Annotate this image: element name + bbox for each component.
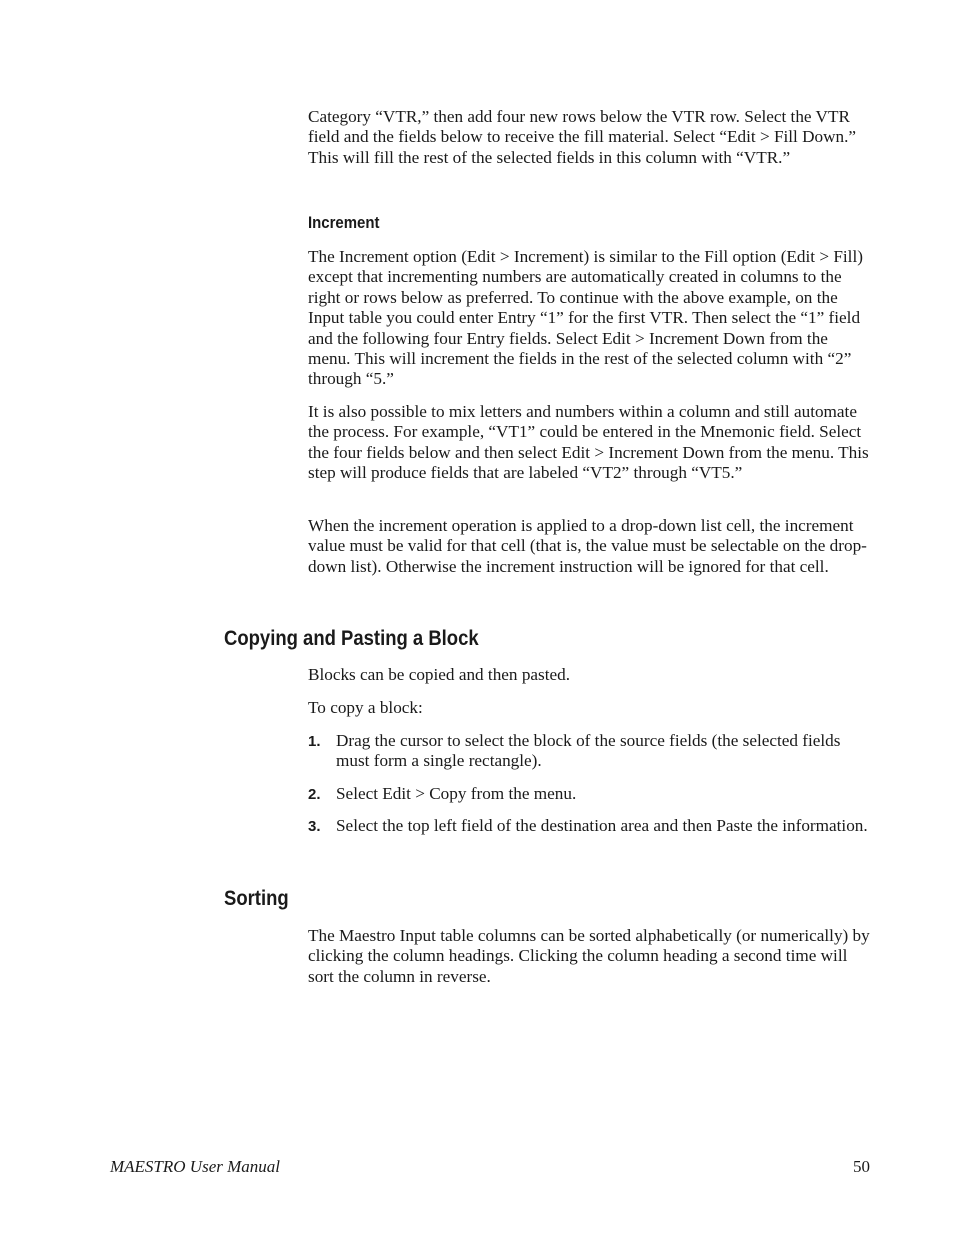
copy-paragraph-1: Blocks can be copied and then pasted. [308,665,571,684]
step-text: Select Edit > Copy from the menu. [336,784,577,803]
footer-page-number: 50 [853,1157,870,1176]
copy-step-3 [308,816,870,836]
sorting-section-heading: Sorting [224,887,289,910]
step-number: 1. [308,733,321,750]
increment-paragraph-1: The Increment option (Edit > Increment) is similar to the Fill option (Edit > Fill) except that incrementing numbers are automatically created in columns to the right or rows below as preferred. To continue with the above example, on the Input table you could enter Entry “1” for the first VTR. Then select the “1” field and the following four Entry fields. Select Edit > Increment Down from the menu. This will increment the fields in the rest of the selected column with “2” through “5.” [308,247,863,389]
increment-paragraph-3: When the increment operation is applied to a drop-down list cell, the increment value must be valid for that cell (that is, the value must be selectable on the drop-down list). Otherwise the increment instruction will be ignored for that cell. [308,516,867,576]
copy-paragraph-2: To copy a block: [308,698,423,717]
copy-step-2 [308,784,870,804]
step-text: Drag the cursor to select the block of the source fields (the selected fields must form a single rectangle). [336,731,841,771]
step-number: 2. [308,786,321,803]
increment-heading: Increment [308,213,380,232]
step-text: Select the top left field of the destination area and then Paste the information. [336,816,868,835]
copying-section-heading: Copying and Pasting a Block [224,627,479,650]
step-number: 3. [308,818,321,835]
increment-paragraph-2: It is also possible to mix letters and numbers within a column and still automate the process. For example, “VT1” could be entered in the Mnemonic field. Select the four fields below and then select Edit > Increment Down from the menu. This step will produce fields that are labeled “VT2” through “VT5.” [308,402,869,483]
intro-paragraph: Category “VTR,” then add four new rows below the VTR row. Select the VTR field and the fields below to receive the fill material. Select “Edit > Fill Down.” This will fill the rest of the selected fields in this column with “VTR.” [308,107,857,167]
copy-step-1 [308,731,870,772]
footer-manual-title: MAESTRO User Manual [110,1157,280,1176]
sorting-paragraph: The Maestro Input table columns can be sorted alphabetically (or numerically) by clicking the column headings. Clicking the column heading a second time will sort the column in reverse. [308,926,870,986]
